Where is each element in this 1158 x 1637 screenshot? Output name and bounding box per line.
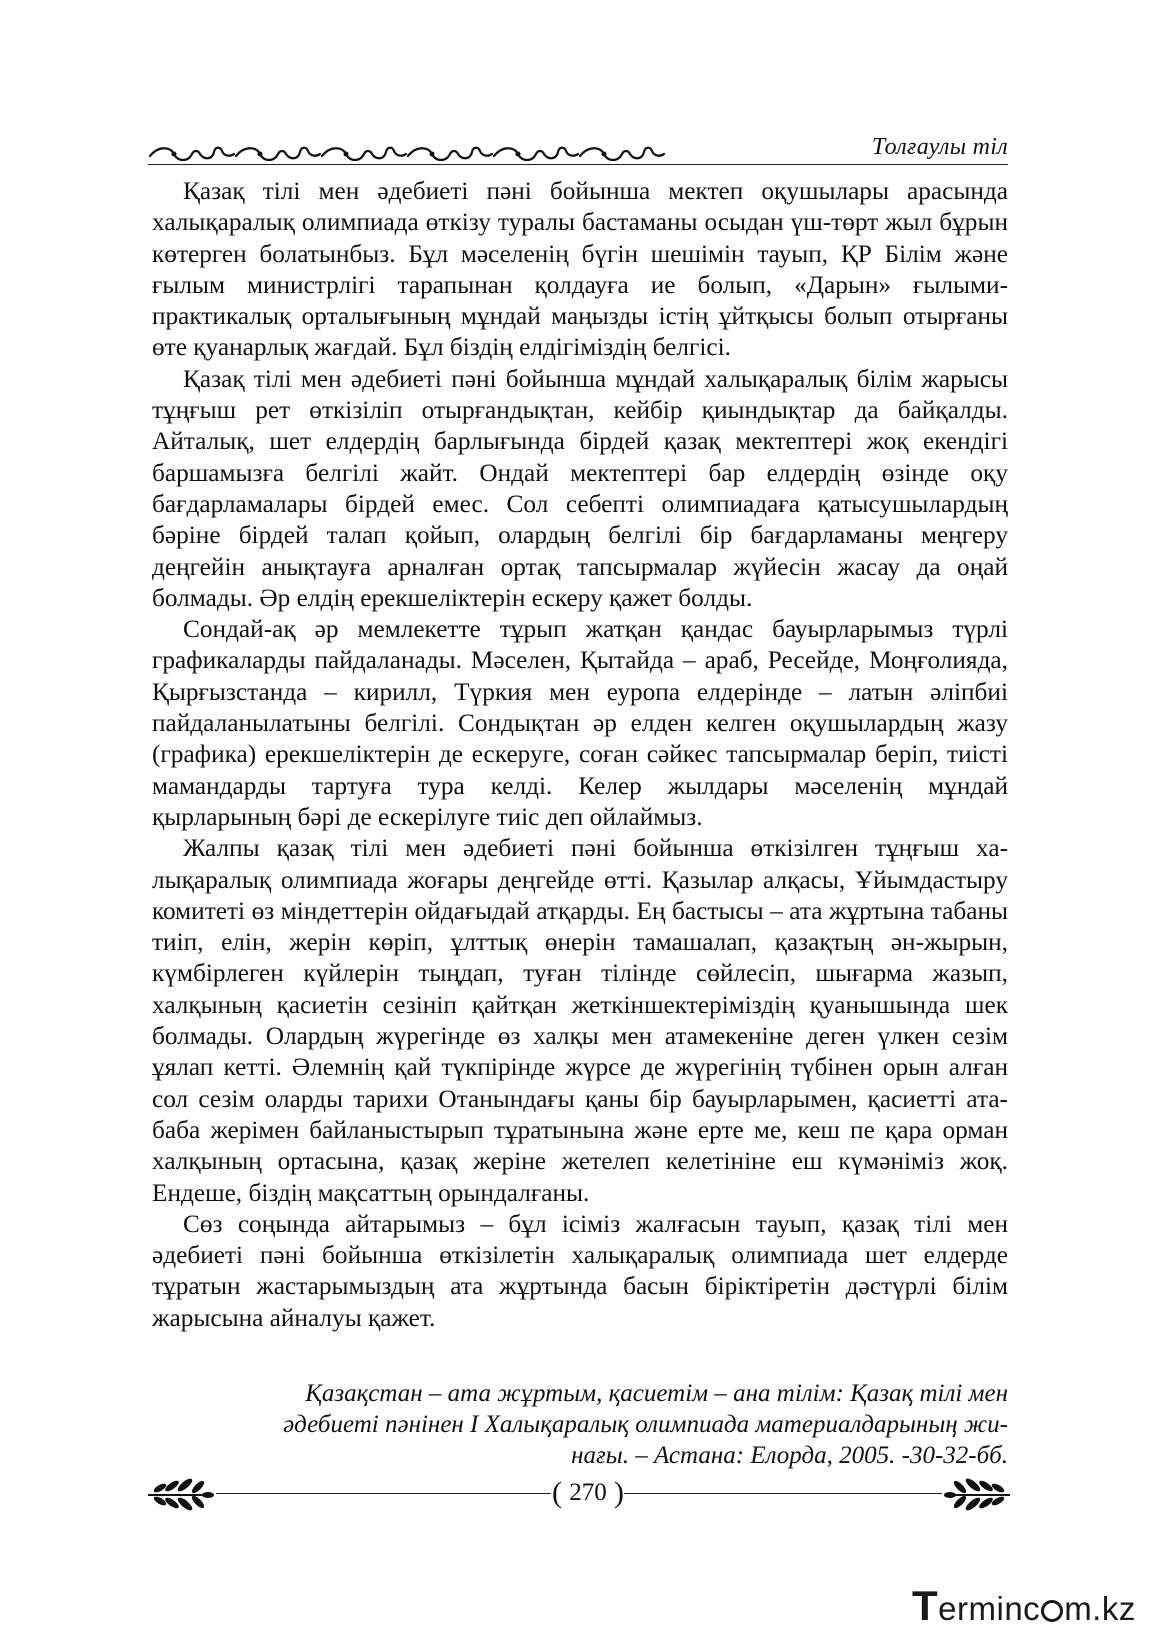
paragraph-5: Сөз соңында айтарымыз – бұл ісіміз жалғасын тауып, қазақ тілі мен әдебиеті пәні бойынша өткізілетін халықаралық олимпиада шет елдерде тұратын жастарымыздың ата жұртында басын біріктіретін дәстүрлі білім жарысына айналуы қажет. xyxy=(152,1209,1008,1332)
citation-line-2: әдебиеті пәнінен І Халықаралық олимпиада материалдарының жи- xyxy=(283,1411,1008,1438)
target-circle-icon xyxy=(1041,1600,1063,1622)
footer-rule-left xyxy=(216,1493,551,1494)
header-rule xyxy=(148,164,1008,165)
paragraph-1: Қазақ тілі мен әдебиеті пәні бойынша мектеп оқушылары арасында халықаралық олимпиада өткізу туралы бастаманы осыдан үш-төрт жыл бұрын көтерген болатынбыз. Бұл мәселенің бүгін шешімін тауып, ҚР Білім және ғылым министрлігі тарапынан қолдауға ие болып, «Дарын» ғылыми-практикалық орталығының мұндай маңызды істің ұйтқысы болып отырғаны өте қуанарлық жағдай. Бұл біздің елдігіміздің белгісі. xyxy=(152,177,1008,362)
paragraph-3: Сондай-ақ әр мемлекетте тұрып жатқан қандас бауырларымыз түрлі графикаларды пайдаланады. Мәселен, Қытайда – араб, Ресейде, Моңғолияда, Қырғызстанда – кирилл, Түркия мен еуропа елдерінде – латын әліпбиі пайдаланылатыны белгілі. Сондықтан әр елден келген оқушылардың жазу (графика) ерекшеліктерін де ескеруге, соған сәйкес тапсырмалар беріп, тиісті мамандарды тартуға тура келді. Келер жылдары мәселенің мұндай қырларының бәрі де ескерілуге тиіс деп ойлаймыз. xyxy=(152,615,1008,831)
page-number-text: 270 xyxy=(569,1479,607,1506)
citation-line-3: нағы. – Астана: Елорда, 2005. -30-32-бб. xyxy=(571,1442,1008,1469)
page-number: ( 270 ) xyxy=(552,1476,624,1509)
leaf-ornament-icon xyxy=(944,1474,1012,1514)
leaf-ornament-icon xyxy=(146,1474,214,1514)
source-citation xyxy=(152,1378,1008,1471)
footer-rule-right xyxy=(624,1493,942,1494)
paragraph-2: Қазақ тілі мен әдебиеті пәні бойынша мұндай халықаралық білім жарысы тұңғыш рет өткізіліп отырғандықтан, кейбір қиындықтар да байқалды. Айталық, шет елдердің барлығында бірдей қазақ мектептері жоқ екендігі баршамызға белгілі жайт. Ондай мектептері бар елдердің өзінде оқу бағдарламалары бірдей емес. Сол себепті олимпиадаға қатысушылардың бәріне бірдей талап қойып, олардың белгілі бір бағдарламаны меңгеру деңгейін анықтауға арналған ортақ тапсырмалар жүйесін жасау да оңай болмады. Әр елдің ерекшеліктерін ескеру қажет болды. xyxy=(152,364,1008,612)
paragraph-4: Жалпы қазақ тілі мен әдебиеті пәні бойынша өткізілген тұңғыш халықаралық олимпиада жоғары деңгейде өтті. Қазылар алқасы, Ұйымдастыру комитеті өз міндеттерін ойдағыдай атқарды. Ең бастысы – ата жұртына табаны тиіп, елін, жерін көріп, ұлттық өнерін тамашалап, қазақтың ән-жырын, күмбірлеген күйлерін тыңдап, туған тілінде сөйлесіп, шығарма жазып, халқының қасиетін сезініп қайтқан жеткіншектеріміздің қуанышында шек болмады. Олардың жүрегінде өз халқы мен атамекеніне деген үлкен сезім ұялап кетті. Әлемнің қай түкпірінде жүрсе де жүрегінің түбінен орын алған сол сезім оларды тарихи Отанындағы қаны бір бауырларымен, қасиетті ата-баба жерімен байланыстырып тұратынына және ерте ме, кеш пе қара орман халқының ортасына, қазақ жеріне жетелеп келетініне еш күмәніміз жоқ. Ендеше, біздің мақсаттың орындалғаны. xyxy=(152,834,1008,1207)
scroll-ornament-icon xyxy=(148,142,668,166)
site-watermark: Terminc m.kz xyxy=(912,1582,1136,1629)
article-body xyxy=(152,176,1008,1334)
page-footer xyxy=(146,1472,1012,1516)
running-header xyxy=(148,126,1008,170)
citation-line-1: Қазақстан – ата жұртым, қасиетім – ана тілім: Қазақ тілі мен xyxy=(305,1380,1008,1407)
running-title: Толғаулы тіл xyxy=(871,134,1008,160)
